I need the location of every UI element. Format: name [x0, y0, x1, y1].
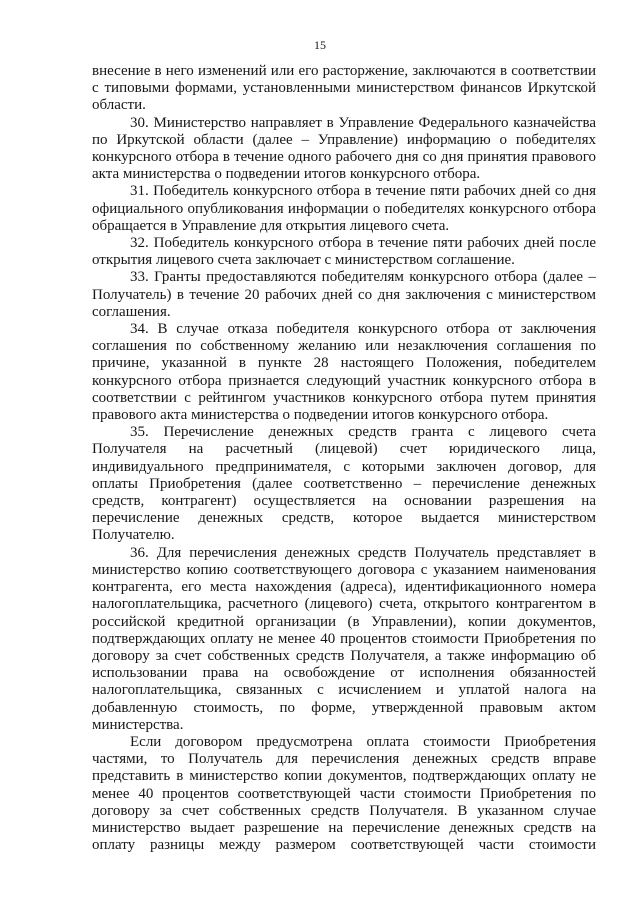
paragraph-34: 34. В случае отказа победителя конкурсного отбора от заключения соглашения по собственному желанию или незаключения соглашения по причине, указанной в пункте 28 настоящего Положения, победителем конкурсного отбора признается следующий участник конкурсного отбора в соответствии с рейтингом участников конкурсного отбора путем принятия правового акта министерства о подведении итогов конкурсного отбора. [92, 321, 596, 424]
paragraph-36: 36. Для перечисления денежных средств Получатель представляет в министерство копию соответствующего договора с указанием наименования контрагента, его места нахождения (адреса), идентификационного номера налогоплательщика, расчетного (лицевого) счета, открытого контрагентом в российской кредитной организации (в Управлении), копии документов, подтверждающих оплату не менее 40 процентов стоимости Приобретения по договору за счет собственных средств Получателя, а также информацию об использовании права на освобождение от исполнения обязанностей налогоплательщика, связанных с исчислением и уплатой налога на добавленную стоимость, по форме, утвержденной правовым актом министерства. [92, 544, 596, 733]
paragraph-31: 31. Победитель конкурсного отбора в течение пяти рабочих дней со дня официального опубликования информации о победителях конкурсного отбора обращается в Управление для открытия лицевого счета. [92, 183, 596, 234]
document-body [92, 63, 596, 854]
paragraph-continuation: внесение в него изменений или его расторжение, заключаются в соответствии с типовыми формами, установленными министерством финансов Иркутской области. [92, 63, 596, 114]
paragraph-33: 33. Гранты предоставляются победителям конкурсного отбора (далее – Получатель) в течение 20 рабочих дней со дня заключения с министерством соглашения. [92, 269, 596, 320]
page-number: 15 [314, 38, 326, 52]
paragraph-35: 35. Перечисление денежных средств гранта с лицевого счета Получателя на расчетный (лицевой) счет юридического лица, индивидуального предпринимателя, с которыми заключен договор, для оплаты Приобретения (далее соответственно – перечисление денежных средств, контрагент) осуществляется на основании разрешения на перечисление денежных средств, которое выдается министерством Получателю. [92, 424, 596, 544]
paragraph-32: 32. Победитель конкурсного отбора в течение пяти рабочих дней после открытия лицевого счета заключает с министерством соглашение. [92, 235, 596, 269]
paragraph-36-continued: Если договором предусмотрена оплата стоимости Приобретения частями, то Получатель для перечисления денежных средств вправе представить в министерство копии документов, подтверждающих оплату не менее 40 процентов соответствующей части стоимости Приобретения по договору за счет собственных средств Получателя. В указанном случае министерство выдает разрешение на перечисление денежных средств на оплату разницы между размером соответствующей части стоимости [92, 733, 596, 854]
paragraph-30: 30. Министерство направляет в Управление Федерального казначейства по Иркутской области (далее – Управление) информацию о победителях конкурсного отбора в течение одного рабочего дня со дня принятия правового акта министерства о подведении итогов конкурсного отбора. [92, 114, 596, 183]
